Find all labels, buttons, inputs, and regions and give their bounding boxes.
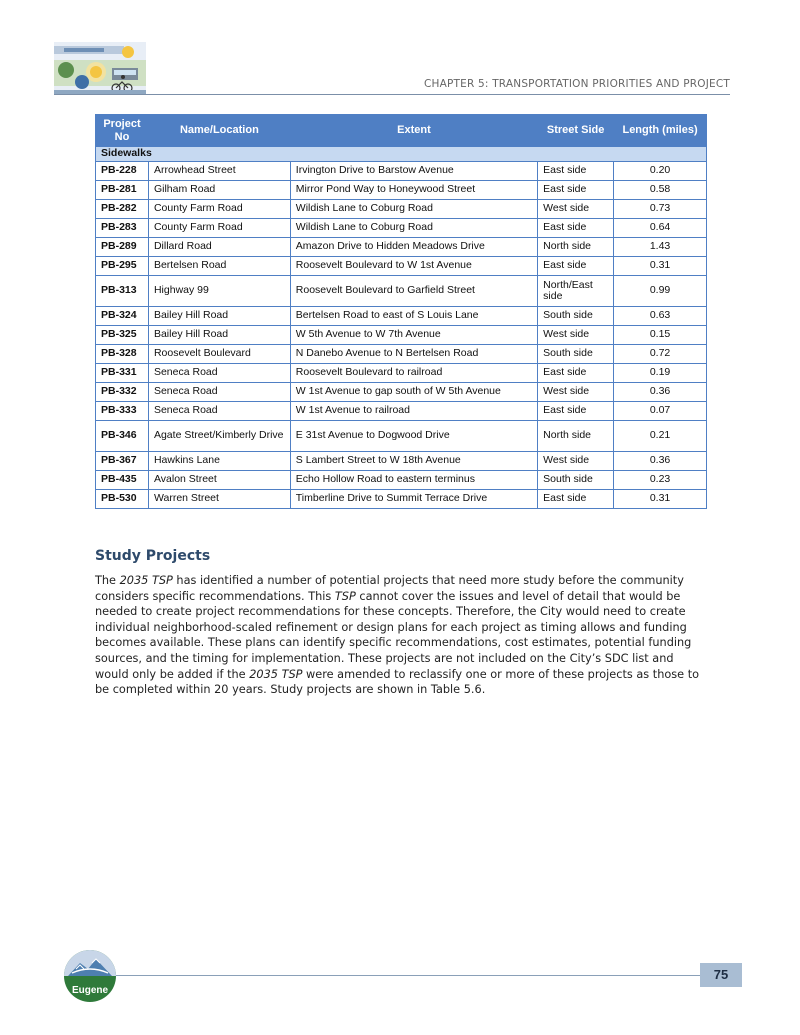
cell-street-side: East side (538, 219, 614, 238)
cell-extent: W 1st Avenue to railroad (290, 402, 537, 421)
table-header-row (96, 115, 707, 147)
table-row (96, 257, 707, 276)
table-row (96, 307, 707, 326)
table-row (96, 421, 707, 452)
table-row (96, 326, 707, 345)
cell-name-location: Seneca Road (148, 383, 290, 402)
cell-name-location: Bailey Hill Road (148, 326, 290, 345)
cell-name-location: County Farm Road (148, 200, 290, 219)
table-row (96, 364, 707, 383)
cell-project-id: PB-283 (96, 219, 149, 238)
logo-text: Eugene (71, 985, 109, 996)
cell-extent: Echo Hollow Road to eastern terminus (290, 471, 537, 490)
transportation-illustration-icon (54, 42, 146, 94)
cell-project-id: PB-313 (96, 276, 149, 307)
cell-project-id: PB-282 (96, 200, 149, 219)
cell-length: 0.31 (614, 490, 707, 509)
table-row (96, 276, 707, 307)
cell-name-location: Highway 99 (148, 276, 290, 307)
cell-street-side: South side (538, 471, 614, 490)
cell-name-location: Gilham Road (148, 181, 290, 200)
cell-project-id: PB-324 (96, 307, 149, 326)
cell-project-id: PB-289 (96, 238, 149, 257)
cell-name-location: Seneca Road (148, 364, 290, 383)
cell-length: 0.72 (614, 345, 707, 364)
table-row (96, 200, 707, 219)
table-row (96, 471, 707, 490)
table-row (96, 490, 707, 509)
cell-street-side: West side (538, 383, 614, 402)
cell-name-location: Avalon Street (148, 471, 290, 490)
cell-street-side: South side (538, 345, 614, 364)
cell-street-side: North/East side (538, 276, 614, 307)
cell-name-location: Arrowhead Street (148, 162, 290, 181)
column-header-project-no: Project No (96, 115, 149, 147)
cell-street-side: North side (538, 421, 614, 452)
paragraph-text: were amended to reclassify one or more of these projects as those to be completed within 20 years. Study projects are shown in Table 5.6. (95, 667, 700, 697)
section-label: Sidewalks (96, 147, 707, 162)
cell-extent: Roosevelt Boulevard to railroad (290, 364, 537, 383)
cell-street-side: East side (538, 162, 614, 181)
cell-name-location: Hawkins Lane (148, 452, 290, 471)
cell-length: 0.99 (614, 276, 707, 307)
column-header-street-side: Street Side (538, 115, 614, 147)
cell-length: 0.19 (614, 364, 707, 383)
cell-name-location: Agate Street/Kimberly Drive (148, 421, 290, 452)
cell-length: 0.63 (614, 307, 707, 326)
table-row (96, 345, 707, 364)
table-row (96, 452, 707, 471)
cell-street-side: West side (538, 452, 614, 471)
cell-project-id: PB-228 (96, 162, 149, 181)
header-divider (54, 94, 730, 95)
table-row (96, 402, 707, 421)
cell-extent: S Lambert Street to W 18th Avenue (290, 452, 537, 471)
cell-project-id: PB-367 (96, 452, 149, 471)
cell-project-id: PB-435 (96, 471, 149, 490)
cell-street-side: East side (538, 364, 614, 383)
tsp-title: 2035 TSP (119, 574, 173, 587)
cell-length: 1.43 (614, 238, 707, 257)
eugene-logo-icon (62, 949, 118, 1003)
study-projects-paragraph (95, 573, 707, 698)
table-row (96, 181, 707, 200)
cell-street-side: East side (538, 490, 614, 509)
cell-extent: Irvington Drive to Barstow Avenue (290, 162, 537, 181)
cell-street-side: West side (538, 326, 614, 345)
cell-name-location: County Farm Road (148, 219, 290, 238)
cell-length: 0.64 (614, 219, 707, 238)
column-header-name: Name/Location (148, 115, 290, 147)
cell-length: 0.20 (614, 162, 707, 181)
cell-length: 0.15 (614, 326, 707, 345)
cell-project-id: PB-295 (96, 257, 149, 276)
study-projects-heading: Study Projects (95, 548, 211, 564)
column-header-length: Length (miles) (614, 115, 707, 147)
cell-extent: Timberline Drive to Summit Terrace Drive (290, 490, 537, 509)
cell-length: 0.36 (614, 383, 707, 402)
project-table (95, 114, 707, 509)
cell-street-side: East side (538, 181, 614, 200)
section-row-sidewalks (96, 147, 707, 162)
cell-street-side: North side (538, 238, 614, 257)
paragraph-text: cannot cover the issues and level of detail that would be needed to create project recommendations for these concepts. Therefore, the City would need to create individual neighborhood-scaled refinement or design plans for each project as timing allows and funding becomes available. These plans can identify specific recommendations, cost estimates, potential funding sources, and the timing for implementation. These projects are not included on the City’s SDC list and would only be added if the (95, 589, 692, 681)
cell-length: 0.36 (614, 452, 707, 471)
cell-name-location: Warren Street (148, 490, 290, 509)
table-row (96, 238, 707, 257)
cell-extent: Roosevelt Boulevard to W 1st Avenue (290, 257, 537, 276)
cell-extent: Roosevelt Boulevard to Garfield Street (290, 276, 537, 307)
cell-name-location: Seneca Road (148, 402, 290, 421)
footer-divider (110, 975, 730, 976)
chapter-title: CHAPTER 5: TRANSPORTATION PRIORITIES AND PROJECT (424, 78, 730, 90)
cell-project-id: PB-325 (96, 326, 149, 345)
cell-length: 0.73 (614, 200, 707, 219)
paragraph-text: The (95, 574, 120, 587)
table-row (96, 383, 707, 402)
cell-extent: W 5th Avenue to W 7th Avenue (290, 326, 537, 345)
cell-name-location: Bertelsen Road (148, 257, 290, 276)
cell-length: 0.07 (614, 402, 707, 421)
cell-project-id: PB-281 (96, 181, 149, 200)
cell-project-id: PB-332 (96, 383, 149, 402)
cell-street-side: East side (538, 257, 614, 276)
cell-extent: N Danebo Avenue to N Bertelsen Road (290, 345, 537, 364)
paragraph-text: has identified a number of potential projects that need more study before the community considers specific recommendations. This (95, 574, 684, 603)
cell-project-id: PB-331 (96, 364, 149, 383)
table-row (96, 162, 707, 181)
cell-extent: Wildish Lane to Coburg Road (290, 200, 537, 219)
cell-project-id: PB-530 (96, 490, 149, 509)
cell-length: 0.31 (614, 257, 707, 276)
cell-extent: Bertelsen Road to east of S Louis Lane (290, 307, 537, 326)
cell-length: 0.58 (614, 181, 707, 200)
cell-project-id: PB-333 (96, 402, 149, 421)
cell-project-id: PB-346 (96, 421, 149, 452)
cell-street-side: West side (538, 200, 614, 219)
cell-name-location: Bailey Hill Road (148, 307, 290, 326)
column-header-extent: Extent (290, 115, 537, 147)
cell-street-side: East side (538, 402, 614, 421)
cell-street-side: South side (538, 307, 614, 326)
cell-name-location: Roosevelt Boulevard (148, 345, 290, 364)
cell-extent: W 1st Avenue to gap south of W 5th Avenue (290, 383, 537, 402)
cell-length: 0.23 (614, 471, 707, 490)
cell-extent: Wildish Lane to Coburg Road (290, 219, 537, 238)
page-number: 75 (700, 963, 742, 987)
cell-extent: Mirror Pond Way to Honeywood Street (290, 181, 537, 200)
tsp-title: 2035 TSP (249, 667, 303, 681)
table-row (96, 219, 707, 238)
cell-extent: E 31st Avenue to Dogwood Drive (290, 421, 537, 452)
cell-extent: Amazon Drive to Hidden Meadows Drive (290, 238, 537, 257)
tsp-title: TSP (334, 589, 356, 603)
cell-name-location: Dillard Road (148, 238, 290, 257)
cell-length: 0.21 (614, 421, 707, 452)
cell-project-id: PB-328 (96, 345, 149, 364)
